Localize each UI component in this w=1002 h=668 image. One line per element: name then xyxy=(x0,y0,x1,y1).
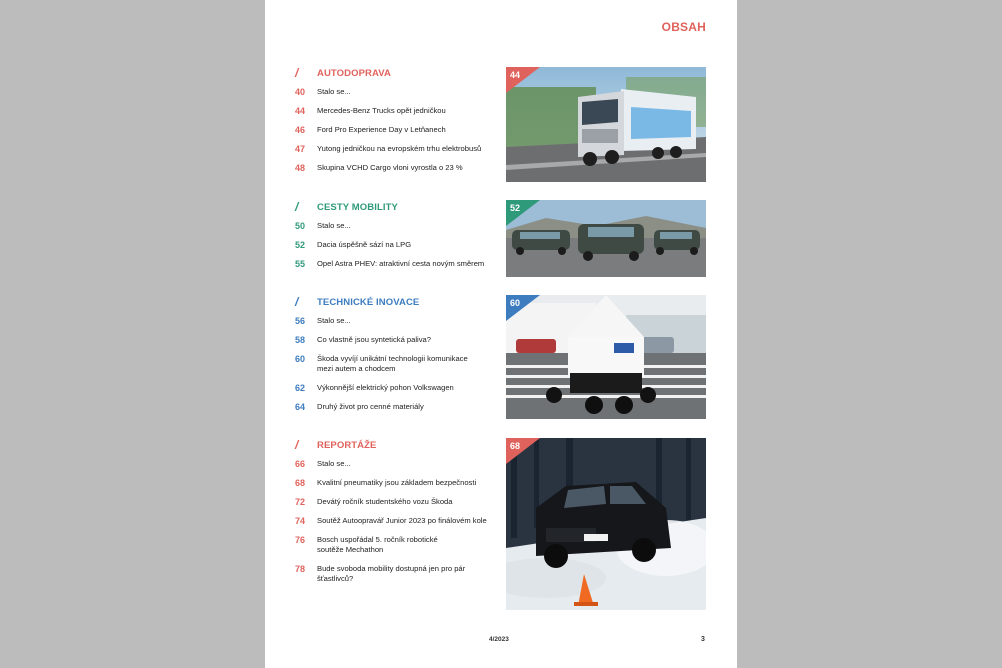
slash-mark: / xyxy=(295,438,299,452)
page-number: 64 xyxy=(295,402,306,412)
page-number: 62 xyxy=(295,383,306,393)
toc-entry[interactable] xyxy=(295,240,495,250)
entry-title: Yutong jedničkou na evropském trhu elektrobusů xyxy=(317,144,482,153)
section-header xyxy=(295,295,419,309)
toc-entry[interactable] xyxy=(295,383,495,393)
toc-entry[interactable] xyxy=(295,144,495,154)
entry-title: Ford Pro Experience Day v Letňanech xyxy=(317,125,446,134)
entry-title-line: mezi autem a chodcem xyxy=(317,364,396,373)
section-title: CESTY MOBILITY xyxy=(317,201,398,213)
page-number: 58 xyxy=(295,335,306,345)
page-number: 72 xyxy=(295,497,306,507)
entry-title: Skupina VCHD Cargo vloni vyrostla o 23 % xyxy=(317,163,463,172)
section-title: TECHNICKÉ INOVACE xyxy=(317,296,420,308)
toc-entry[interactable] xyxy=(295,106,495,116)
entry-title-line: Škoda vyvíjí unikátní technologii komunikace xyxy=(317,354,468,363)
entry-title xyxy=(317,535,438,555)
toc-entry[interactable] xyxy=(295,564,495,584)
entry-title xyxy=(317,354,468,374)
section-title: AUTODOPRAVA xyxy=(317,67,391,79)
toc-entry[interactable] xyxy=(295,335,495,345)
toc-entry[interactable] xyxy=(295,535,495,555)
page-number: 78 xyxy=(295,564,306,574)
page-number: 74 xyxy=(295,516,306,526)
entry-title: Bude svoboda mobility dostupná jen pro pár šťastlivců? xyxy=(317,564,466,583)
page-number: 44 xyxy=(295,106,306,116)
entry-title: Stalo se... xyxy=(317,459,351,468)
page-number: 55 xyxy=(295,259,306,269)
rally-car-photo[interactable] xyxy=(506,438,706,610)
magazine-page xyxy=(265,0,737,668)
page-number: 46 xyxy=(295,125,306,135)
entry-title-line: Bosch uspořádal 5. ročník robotické xyxy=(317,535,438,544)
entry-title: Druhý život pro cenné materiály xyxy=(317,402,424,411)
toc-entry[interactable] xyxy=(295,402,495,412)
toc-entry[interactable] xyxy=(295,316,495,326)
entry-title: Mercedes-Benz Trucks opět jedničkou xyxy=(317,106,446,115)
entry-title-line: soutěže Mechathon xyxy=(317,545,384,554)
entry-title: Výkonnější elektrický pohon Volkswagen xyxy=(317,383,454,392)
entry-title: Stalo se... xyxy=(317,87,351,96)
slash-mark: / xyxy=(295,200,299,214)
badge-number: 52 xyxy=(510,203,521,213)
page-number: 52 xyxy=(295,240,306,250)
page-number: 66 xyxy=(295,459,306,469)
entry-title: Opel Astra PHEV: atraktivní cesta novým směrem xyxy=(317,259,485,268)
issue-number: 4/2023 xyxy=(489,636,509,643)
page-number: 76 xyxy=(295,535,306,545)
toc-entry[interactable] xyxy=(295,354,495,374)
toc-entry[interactable] xyxy=(295,259,495,269)
page-title: OBSAH xyxy=(661,20,706,34)
page-number: 48 xyxy=(295,163,306,173)
section-header xyxy=(295,438,377,452)
cars-photo[interactable] xyxy=(506,200,706,277)
entry-title: Soutěž Autoopravář Junior 2023 po finálovém kole xyxy=(317,516,487,525)
badge-number: 60 xyxy=(510,298,521,308)
slash-mark: / xyxy=(295,295,299,309)
toc-entry[interactable] xyxy=(295,497,495,507)
toc-entry[interactable] xyxy=(295,87,495,97)
toc-entry[interactable] xyxy=(295,478,495,488)
robot-photo[interactable] xyxy=(506,295,706,419)
entry-title: Kvalitní pneumatiky jsou základem bezpečnosti xyxy=(317,478,477,487)
page-number: 47 xyxy=(295,144,306,154)
page-badge xyxy=(506,438,540,464)
page-badge xyxy=(506,67,540,93)
toc-entry[interactable] xyxy=(295,221,495,231)
page-number: 50 xyxy=(295,221,306,231)
toc-entry[interactable] xyxy=(295,459,495,469)
page-number: 56 xyxy=(295,316,306,326)
entry-title: Stalo se... xyxy=(317,316,351,325)
slash-mark: / xyxy=(295,66,299,80)
badge-number: 44 xyxy=(510,70,521,80)
page-number: 40 xyxy=(295,87,306,97)
toc-entry[interactable] xyxy=(295,163,495,173)
page-badge xyxy=(506,200,540,226)
toc-entry[interactable] xyxy=(295,516,495,526)
entry-title: Devátý ročník studentského vozu Škoda xyxy=(317,497,453,506)
entry-title: Co vlastně jsou syntetická paliva? xyxy=(317,335,431,344)
section-header xyxy=(295,200,398,214)
truck-photo[interactable] xyxy=(506,67,706,182)
entry-title: Stalo se... xyxy=(317,221,351,230)
section-header xyxy=(295,66,391,80)
page-number: 68 xyxy=(295,478,306,488)
page-badge xyxy=(506,295,540,321)
entry-title: Dacia úspěšně sází na LPG xyxy=(317,240,412,249)
badge-number: 68 xyxy=(510,441,521,451)
page-number: 60 xyxy=(295,354,306,364)
toc-entry[interactable] xyxy=(295,125,495,135)
page-number-footer: 3 xyxy=(701,636,705,643)
section-title: REPORTÁŽE xyxy=(317,439,377,451)
